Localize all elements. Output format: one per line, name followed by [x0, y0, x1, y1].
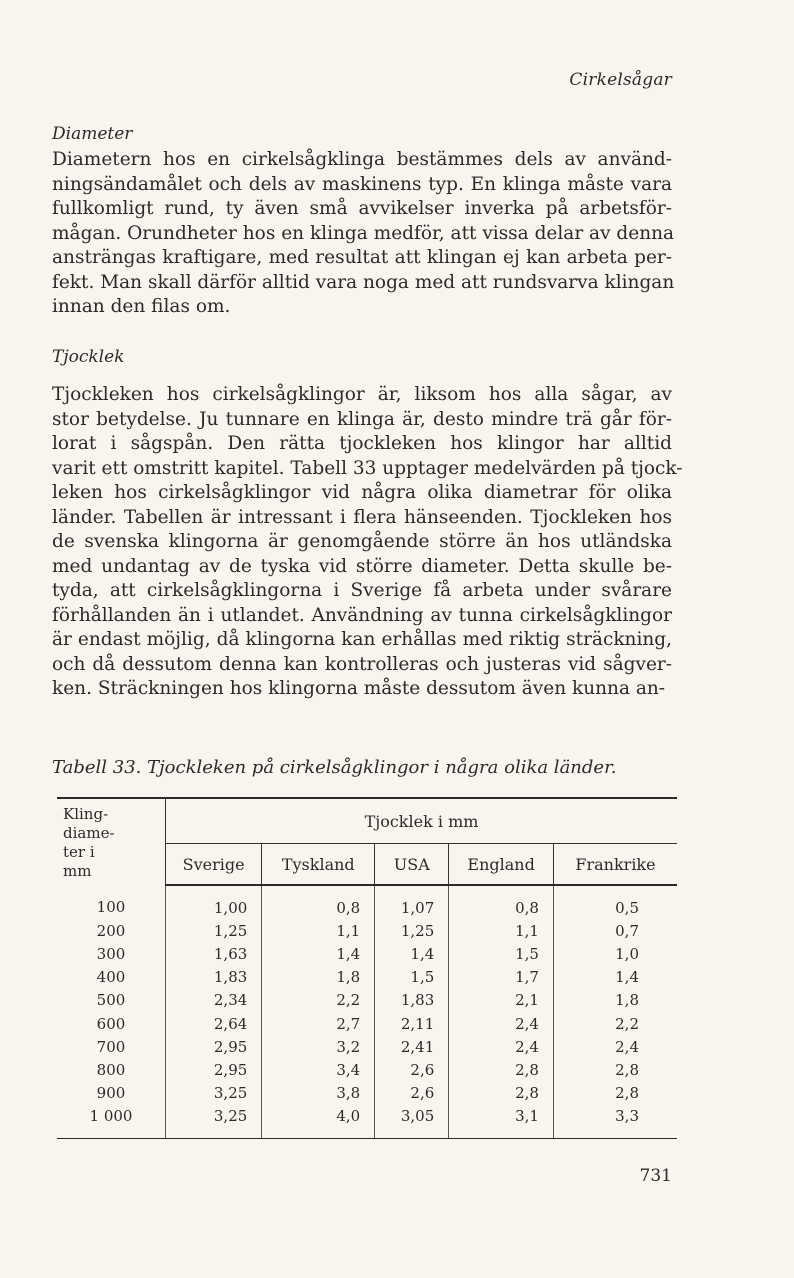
- diameter-line: fekt. Man skall därför alltid vara noga med att rundsvarva klingan: [52, 271, 675, 293]
- thickness-cell-frankrike: 1,4: [615, 968, 639, 987]
- diameter-cell: 500: [57, 989, 166, 1012]
- thickness-cell-usa: 2,6: [375, 1058, 449, 1081]
- thickness-cell-sverige: 2,34: [166, 989, 262, 1012]
- column-header-england: England: [449, 844, 554, 886]
- stub-header-line: Kling-: [63, 805, 109, 823]
- page-number: 731: [639, 1166, 672, 1186]
- running-header: Cirkelsågar: [569, 70, 672, 90]
- thickness-cell-tyskland: 0,8: [262, 885, 375, 919]
- thickness-table: [57, 797, 677, 1139]
- tjocklek-line: med undantag av de tyska vid större diameter. Detta skulle be-: [52, 555, 672, 577]
- thickness-cell-sverige: 2,95: [166, 1058, 262, 1081]
- paragraph-tjocklek: [52, 383, 683, 702]
- thickness-cell-sverige: 3,25: [166, 1082, 262, 1105]
- stub-header-line: mm: [63, 862, 92, 880]
- thickness-cell-tyskland: 3,8: [262, 1082, 375, 1105]
- tjocklek-line: ken. Sträckningen hos klingorna måste dessutom även kunna an-: [52, 678, 666, 699]
- diameter-cell: 400: [57, 966, 166, 989]
- table-row: [57, 1058, 677, 1081]
- thickness-cell-tyskland: 1,1: [262, 919, 375, 942]
- thickness-cell-england: 2,4: [449, 1012, 554, 1035]
- thickness-cell-tyskland: 1,4: [262, 942, 375, 965]
- thickness-cell-usa: 2,11: [375, 1012, 449, 1035]
- table-row: [57, 919, 677, 942]
- table-row: [57, 1012, 677, 1035]
- diameter-cell: 800: [57, 1058, 166, 1081]
- section-heading-tjocklek: Tjocklek: [52, 347, 125, 367]
- thickness-cell-england: 1,1: [449, 919, 554, 942]
- column-header-sverige: Sverige: [166, 844, 262, 886]
- thickness-cell-frankrike: 1,8: [615, 991, 639, 1010]
- tjocklek-line: och då dessutom denna kan kontrolleras och justeras vid sågver-: [52, 653, 672, 675]
- thickness-cell-frankrike: 1,0: [615, 944, 639, 963]
- thickness-cell-tyskland: 1,8: [262, 966, 375, 989]
- thickness-cell-england: 1,7: [449, 966, 554, 989]
- column-header-usa: USA: [375, 844, 449, 886]
- thickness-cell-england: 1,5: [449, 942, 554, 965]
- table-row: [57, 885, 677, 919]
- thickness-cell-frankrike: 0,5: [615, 898, 639, 917]
- thickness-cell-sverige: 1,63: [166, 942, 262, 965]
- paragraph-diameter: [52, 148, 675, 320]
- tjocklek-line: leken hos cirkelsågklingor vid några olika diametrar för olika: [52, 482, 672, 503]
- thickness-cell-england: 2,4: [449, 1035, 554, 1058]
- table-row: [57, 989, 677, 1012]
- thickness-cell-usa: 1,4: [375, 942, 449, 965]
- diameter-line: mågan. Orundheter hos en klinga medför, att vissa delar av denna: [52, 222, 675, 244]
- table-row: [57, 1082, 677, 1105]
- thickness-cell-england: 2,8: [449, 1058, 554, 1081]
- thickness-cell-usa: 1,25: [375, 919, 449, 942]
- thickness-cell-sverige: 2,64: [166, 1012, 262, 1035]
- column-header-tyskland: Tyskland: [262, 844, 375, 886]
- diameter-cell: 200: [57, 919, 166, 942]
- stub-header-line: ter i: [63, 843, 95, 861]
- thickness-cell-frankrike: 2,2: [615, 1014, 639, 1033]
- table-row: [57, 966, 677, 989]
- thickness-cell-usa: 1,5: [375, 966, 449, 989]
- stub-header-line: diame-: [63, 824, 115, 842]
- diameter-cell: 600: [57, 1012, 166, 1035]
- diameter-cell: 700: [57, 1035, 166, 1058]
- thickness-cell-usa: 2,41: [375, 1035, 449, 1058]
- stub-header: [57, 798, 166, 885]
- tjocklek-line: stor betydelse. Ju tunnare en klinga är, desto mindre trä går för-: [52, 408, 672, 430]
- tjocklek-line: är endast möjlig, då klingorna kan erhållas med riktig sträckning,: [52, 629, 672, 650]
- thickness-cell-frankrike: 3,3: [553, 1105, 677, 1139]
- tjocklek-line: tyda, att cirkelsågklingorna i Sverige få arbeta under svårare: [52, 580, 672, 601]
- diameter-cell: 300: [57, 942, 166, 965]
- thickness-cell-usa: 3,05: [375, 1105, 449, 1139]
- table-caption: Tabell 33. Tjockleken på cirkelsågklingor i några olika länder.: [52, 757, 617, 778]
- thickness-cell-frankrike: 2,8: [615, 1060, 639, 1079]
- tjocklek-line: de svenska klingorna är genomgående större än hos utländska: [52, 531, 672, 552]
- thickness-cell-england: 3,1: [449, 1105, 554, 1139]
- thickness-cell-tyskland: 3,4: [262, 1058, 375, 1081]
- diameter-cell: 900: [57, 1082, 166, 1105]
- tjocklek-line: varit ett omstritt kapitel. Tabell 33 upptager medelvärden på tjock-: [52, 457, 683, 479]
- thickness-cell-sverige: 1,00: [166, 885, 262, 919]
- thickness-cell-frankrike: 2,4: [615, 1037, 639, 1056]
- thickness-cell-england: 2,1: [449, 989, 554, 1012]
- thickness-cell-sverige: 1,25: [166, 919, 262, 942]
- thickness-cell-frankrike: 0,7: [615, 921, 639, 940]
- thickness-cell-sverige: 1,83: [166, 966, 262, 989]
- thickness-cell-usa: 2,6: [375, 1082, 449, 1105]
- thickness-cell-sverige: 2,95: [166, 1035, 262, 1058]
- thickness-cell-tyskland: 4,0: [262, 1105, 375, 1139]
- column-header-frankrike: Frankrike: [553, 844, 677, 886]
- thickness-cell-usa: 1,83: [375, 989, 449, 1012]
- thickness-cell-england: 2,8: [449, 1082, 554, 1105]
- tjocklek-line: lorat i sågspån. Den rätta tjockleken hos klingor har alltid: [52, 433, 672, 454]
- thickness-cell-england: 0,8: [449, 885, 554, 919]
- thickness-cell-usa: 1,07: [375, 885, 449, 919]
- table-row: [57, 1105, 677, 1139]
- group-header: Tjocklek i mm: [166, 798, 678, 844]
- tjocklek-line: länder. Tabellen är intressant i flera hänseenden. Tjockleken hos: [52, 506, 672, 528]
- diameter-line: ansträngas kraftigare, med resultat att klingan ej kan arbeta per-: [52, 247, 672, 268]
- diameter-line: ningsändamålet och dels av maskinens typ. En klinga måste vara: [52, 173, 672, 195]
- thickness-cell-sverige: 3,25: [166, 1105, 262, 1139]
- thickness-cell-tyskland: 2,7: [262, 1012, 375, 1035]
- diameter-line: fullkomligt rund, ty även små avvikelser inverka på arbetsför-: [52, 198, 672, 219]
- table-row: [57, 942, 677, 965]
- thickness-cell-frankrike: 2,8: [615, 1084, 639, 1103]
- tjocklek-line: förhållanden än i utlandet. Användning av tunna cirkelsågklingor: [52, 604, 672, 626]
- tjocklek-line: Tjockleken hos cirkelsågklingor är, liksom hos alla sågar, av: [52, 384, 672, 405]
- thickness-cell-tyskland: 3,2: [262, 1035, 375, 1058]
- section-heading-diameter: Diameter: [52, 124, 133, 144]
- diameter-cell: 1 000: [57, 1105, 166, 1139]
- diameter-line: innan den filas om.: [52, 296, 231, 317]
- diameter-line: Diametern hos en cirkelsågklinga bestämmes dels av använd-: [52, 149, 672, 170]
- diameter-cell: 100: [57, 885, 166, 919]
- thickness-cell-tyskland: 2,2: [262, 989, 375, 1012]
- table-row: [57, 1035, 677, 1058]
